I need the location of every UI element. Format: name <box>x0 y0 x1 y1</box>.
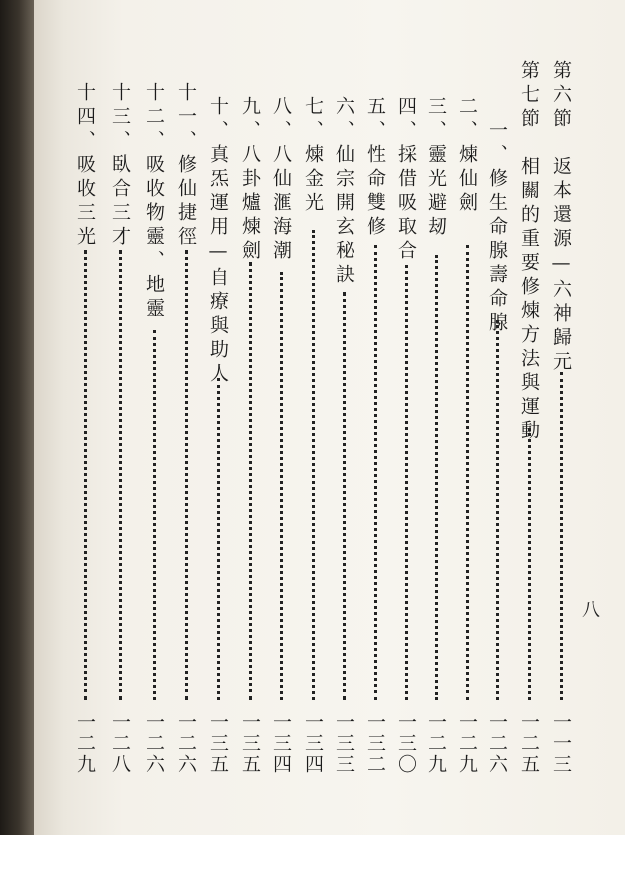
page-number: 八 <box>579 600 600 618</box>
dot-leader <box>435 255 438 700</box>
dot-leader <box>280 272 283 700</box>
toc-entry-page: 一二九 <box>74 712 96 775</box>
dot-leader <box>217 378 220 700</box>
toc-entry[interactable] <box>514 0 544 886</box>
toc-entry-title: 一、修生命腺壽命腺 <box>486 96 508 336</box>
toc-entry[interactable] <box>266 0 296 886</box>
toc-entry-title: 六、仙宗開玄秘訣 <box>333 96 355 288</box>
toc-entry-page: 一二九 <box>425 712 447 775</box>
toc-entry-title: 八、八仙滙海潮 <box>270 96 292 264</box>
toc-entry[interactable] <box>70 0 100 886</box>
toc-entry-page: 一二九 <box>456 712 478 775</box>
toc-entry-title: 十一、修仙捷徑 <box>175 82 197 250</box>
dot-leader <box>343 292 346 700</box>
toc-entry[interactable] <box>546 0 576 886</box>
toc-entry-title: 四、採借吸取合 <box>395 96 417 264</box>
toc-entry-page: 一二六 <box>143 712 165 775</box>
toc-entry-title: 第六節 返本還源—六神歸元 <box>550 60 572 375</box>
dot-leader <box>312 230 315 700</box>
toc-entry[interactable] <box>329 0 359 886</box>
toc-entry[interactable] <box>482 0 512 886</box>
toc-entry-page: 一一三 <box>550 712 572 775</box>
toc-entry-page: 一三〇 <box>395 712 417 775</box>
toc-entry[interactable] <box>421 0 451 886</box>
toc-entry[interactable] <box>360 0 390 886</box>
dot-leader <box>185 250 188 700</box>
toc-entry[interactable] <box>203 0 233 886</box>
dot-leader <box>466 245 469 700</box>
toc-entry-page: 一二五 <box>518 712 540 775</box>
toc-entry-page: 一二六 <box>175 712 197 775</box>
dot-leader <box>249 262 252 700</box>
dot-leader <box>153 330 156 700</box>
toc-entry[interactable] <box>452 0 482 886</box>
toc-entry-title: 十四、吸收三光 <box>74 82 96 250</box>
toc-entry[interactable] <box>391 0 421 886</box>
toc-entry-title: 十二、吸收物靈、地靈 <box>143 82 165 322</box>
toc-entry-page: 一三五 <box>207 712 229 775</box>
dot-leader <box>405 265 408 700</box>
toc-entry[interactable] <box>235 0 265 886</box>
toc-entry-title: 三、靈光避刼 <box>425 96 447 240</box>
toc-entry[interactable] <box>139 0 169 886</box>
toc-entry-title: 第七節 相關的重要修煉方法與運動 <box>518 60 540 444</box>
toc-entry-page: 一三五 <box>239 712 261 775</box>
toc-entry-page: 一三四 <box>302 712 324 775</box>
toc-entry-page: 一二六 <box>486 712 508 775</box>
dot-leader <box>496 320 499 700</box>
dot-leader <box>374 245 377 700</box>
toc-entry-title: 十三、臥合三才 <box>109 82 131 250</box>
toc-entry-page: 一三三 <box>333 712 355 775</box>
toc-entry-page: 一三四 <box>270 712 292 775</box>
dot-leader <box>560 372 563 700</box>
toc-entry-title: 九、八卦爐煉劍 <box>239 96 261 264</box>
toc-entry[interactable] <box>298 0 328 886</box>
toc-entry-page: 一三二 <box>364 712 386 775</box>
toc-entry-title: 五、性命雙修 <box>364 96 386 240</box>
toc-entry[interactable] <box>105 0 135 886</box>
dot-leader <box>84 250 87 700</box>
toc-entry-title: 二、煉仙劍 <box>456 96 478 216</box>
toc-entry-page: 一二八 <box>109 712 131 775</box>
toc-entry[interactable] <box>171 0 201 886</box>
dot-leader <box>528 428 531 700</box>
book-spine <box>0 0 34 886</box>
toc-entry-title: 十、真炁運用—自療與助人 <box>207 96 229 387</box>
dot-leader <box>119 250 122 700</box>
toc-entry-title: 七、煉金光 <box>302 96 324 216</box>
